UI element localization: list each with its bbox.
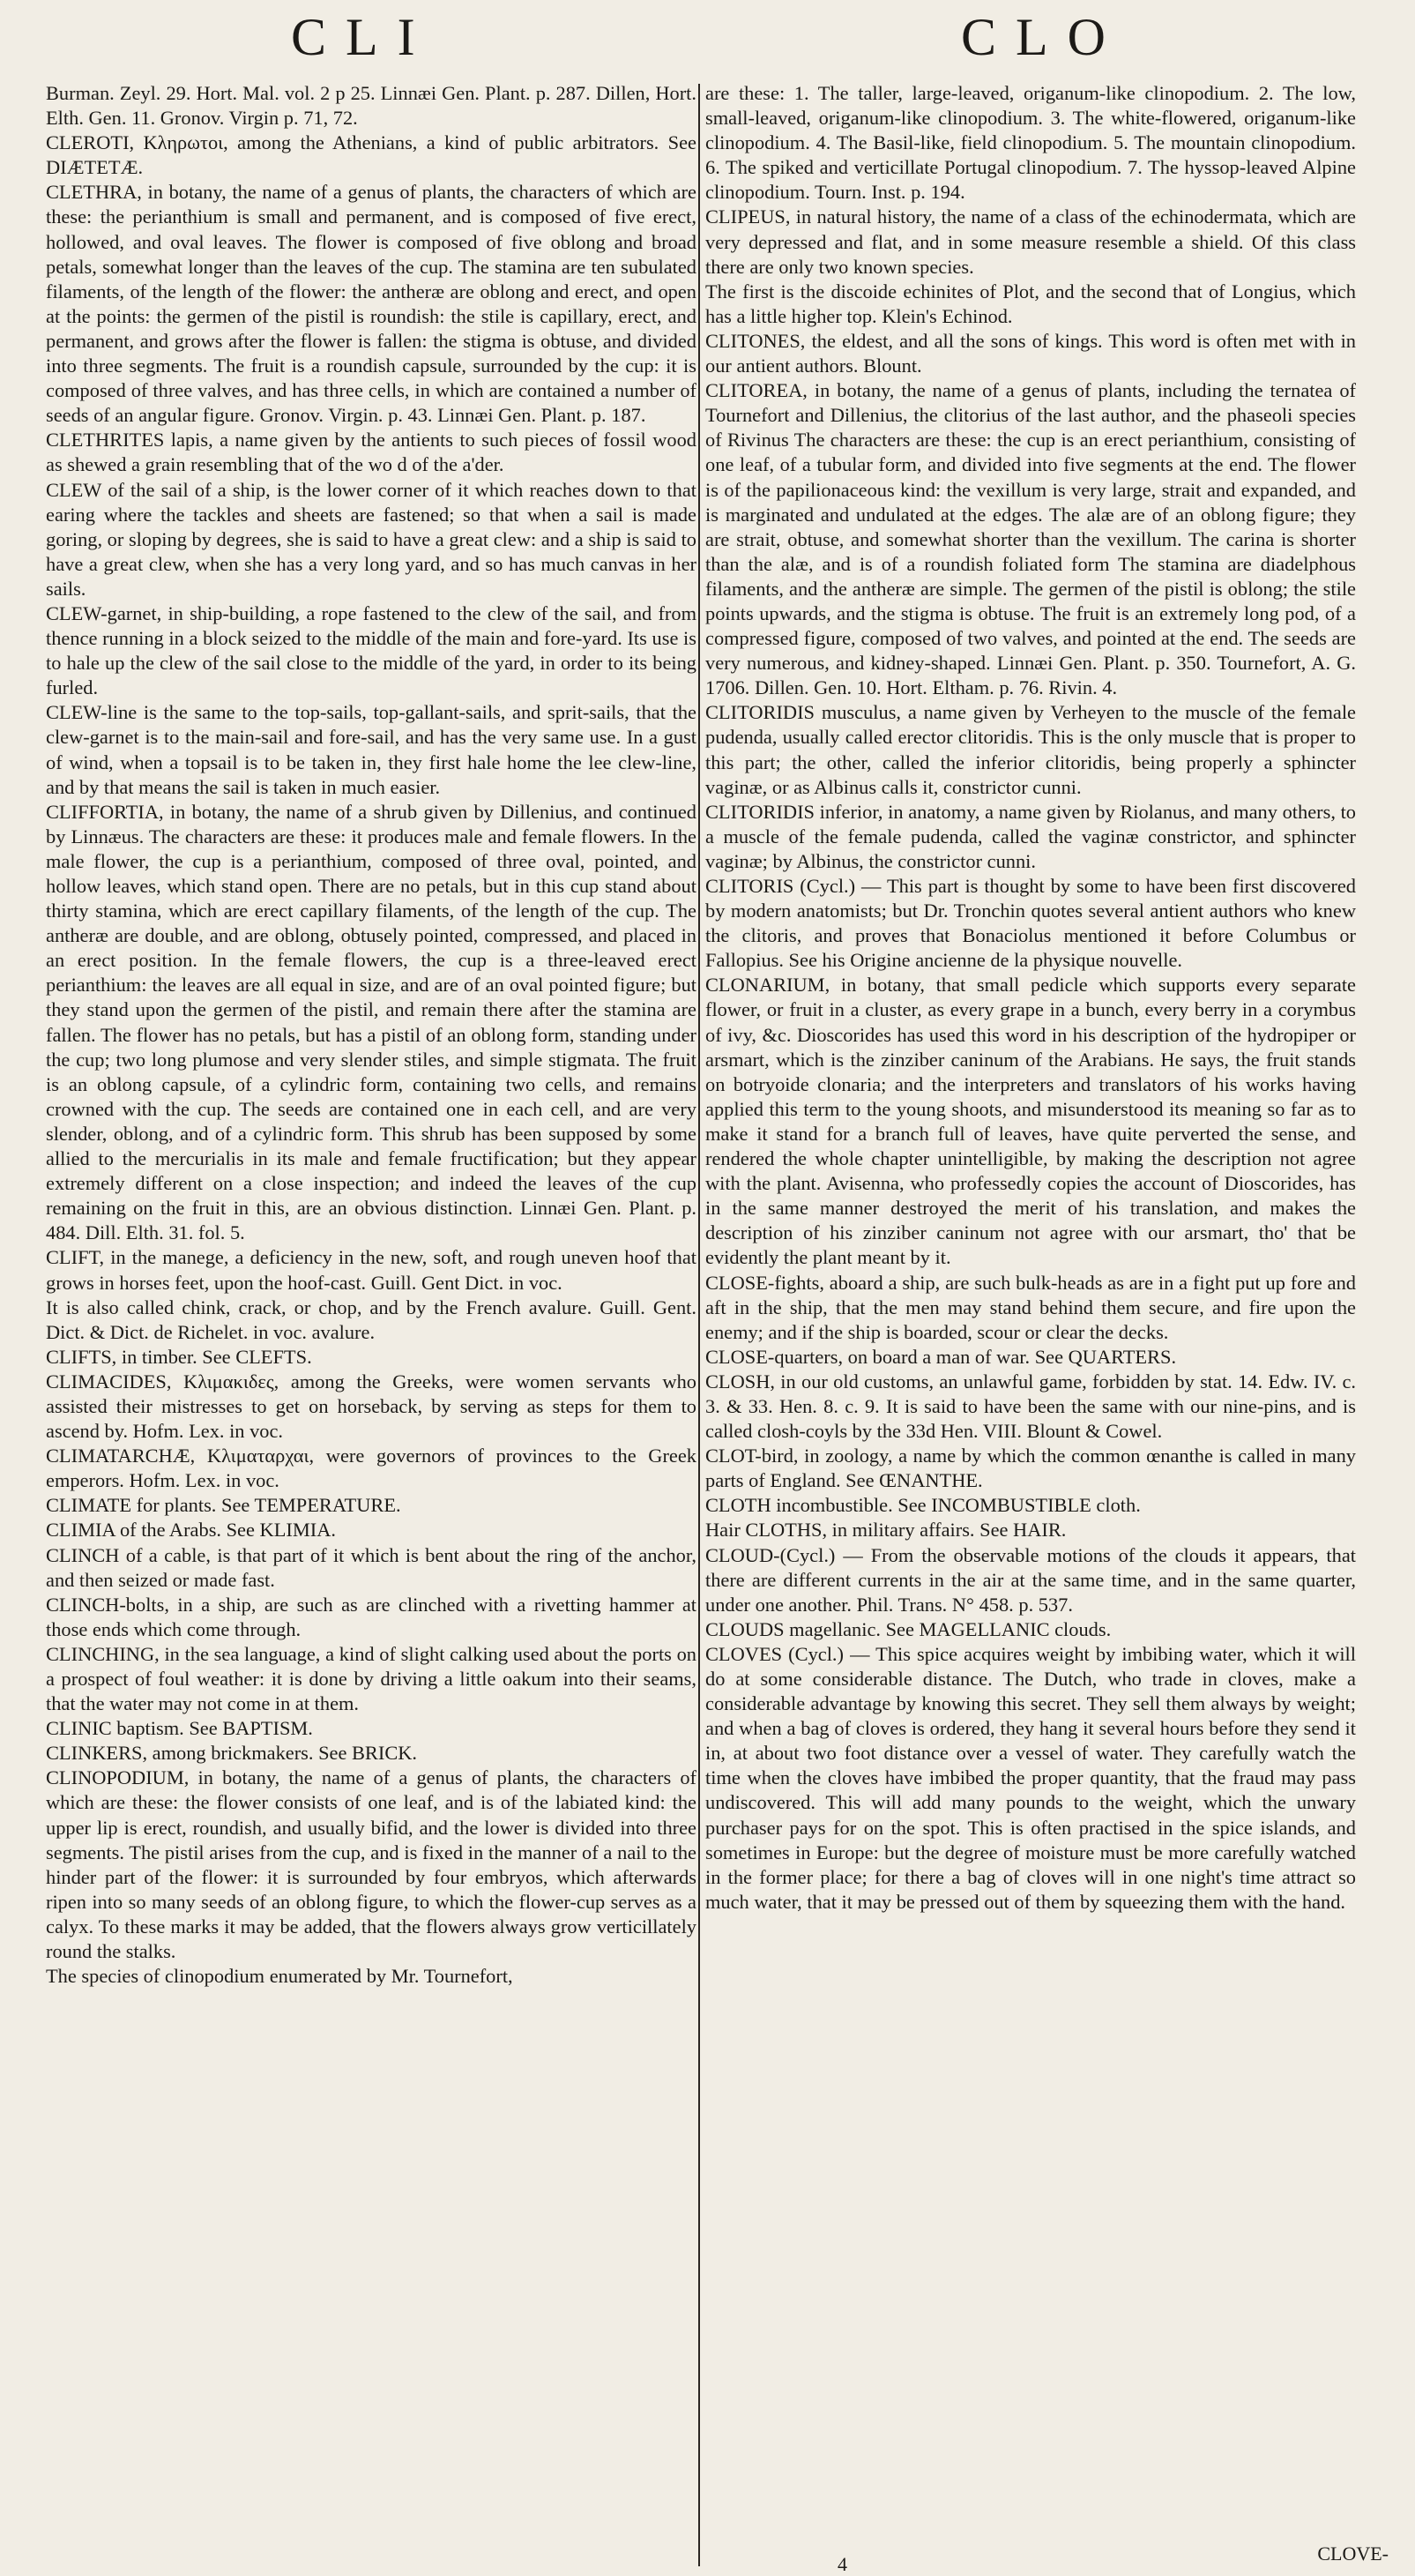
entry-close-quarters: CLOSE-quarters, on board a man of war. See QUARTERS. [705,1345,1177,1368]
entry-climate: CLIMATE for plants. See TEMPERATURE. [46,1494,401,1517]
entry-clitones: CLITONES, the eldest, and all the sons of kings. This word is often met with in our antient authors. Blount. [705,329,1356,377]
folio-number: 4 [838,2553,847,2575]
entry-hair-cloths: Hair CLOTHS, in military affairs. See HAIR. [705,1519,1067,1542]
entry-clinch: CLINCH of a cable, is that part of it which is bent about the ring of the anchor, and then seized or made fast. [46,1543,696,1591]
entry-clitoridis-inferior: CLITORIDIS inferior, in anatomy, a name given by Riolanus, and many others, to a muscle of the female pudenda, called the vaginæ constrictor, and sphincter vaginæ; by Albinus, the constrictor cunni. [705,800,1356,872]
entry-close-fights: CLOSE-fights, aboard a ship, are such bulk-heads as are in a fight put up fore and aft in the ship, that the men may stand behind them secure, and fire upon the enemy; and if the ship is boarded, scour or clear the decks. [705,1271,1356,1343]
entry-clinch-bolts: CLINCH-bolts, in a ship, are such as are clinched with a rivetting hammer at those ends which come through. [46,1593,696,1640]
entry-clew: CLEW of the sail of a ship, is the lower corner of it which reaches down to that earing where the tackles and sheets are fastened; so that when a sail is made goring, or sloping by degrees, she is said to have a great clew: and a ship is said to have a great clew, when she has a very long yard, and so has much canvas in her sails. [46,478,696,600]
entry-clew-line: CLEW-line is the same to the top-sails, top-gallant-sails, and sprit-sails, that the clew-garnet is to the main-sail and fore-sail, and has the very same use. In a gust of wind, when a topsail is to be taken in, they first hale home the lee clew-line, and by that means the sail is taken in much easier. [46,701,696,798]
entry-clinkers: CLINKERS, among brickmakers. See BRICK. [46,1742,418,1765]
entry-clitorea: CLITOREA, in botany, the name of a genus of plants, including the ternatea of Tournefort and Dillenius, the clitorius of the last author, and the phaseoli species of Rivinus The characters are these: the cup is an erect perianthium, consisting of one leaf, of a tubular form, and divided into five segments at the end. The flower is of the papilionaceous kind: the vexillum is very large, strait and expanded, and is marginated and undulated at the edges. The alæ are of an oblong figure; they are strait, obtuse, and somewhat shorter than the vexillum. The carina is shorter than the alæ, and is of a roundish foliated form The stamina are diadelphous filaments, and the antheræ are simple. The germen of the pistil is oblong; the stile points upwards, and the stigma is obtuse. The fruit is an extremely long pod, of a compressed figure, composed of two valves, and pointed at the end. The seeds are very numerous, and kidney-shaped. Linnæi Gen. Plant. p. 350. Tournefort, A. G. 1706. Dillen. Gen. 10. Hort. Eltham. p. 76. Rivin. 4. [705,379,1356,699]
entry-clifts: CLIFTS, in timber. See CLEFTS. [46,1345,312,1368]
entry-clift: CLIFT, in the manege, a deficiency in the new, soft, and rough uneven hoof that grows in horses feet, upon the hoof-cast. Guill. Gent Dict. in voc. [46,1246,696,1294]
running-head-right: CLO [961,8,1125,66]
entry-clinching: CLINCHING, in the sea language, a kind of slight calking used about the ports on a prospect of foul weather: it is done by driving a little oakum into their seams, that the water may not come in at them. [46,1642,696,1715]
entry-cliffortia: CLIFFORTIA, in botany, the name of a shrub given by Dillenius, and continued by Linnæus. The characters are these: it produces male and female flowers. In the male flower, the cup is a perianthium, composed of three oval, pointed, and hollow leaves, which stand open. There are no petals, but in this cup stand about thirty stamina, which are erect capillary filaments, of the length of the cup. The antheræ are double, and are oblong, obtusely pointed, compressed, and placed in an erect position. In the female flowers, the cup is a three-leaved erect perianthium: the leaves are all equal in size, and are of an oval pointed figure; but they stand upon the germen of the pistil, and remain there after the stamina are fallen. The flower has no petals, but has a pistil of an oblong form, standing under the cup; two long plumose and very slender stiles, and simple stigmata. The fruit is an oblong capsule, of a cylindric form, containing two cells, and remains crowned with the cup. The seeds are contained one in each cell, and are very slender, oblong, and of a cylindric form. This shrub has been supposed by some allied to the mercurialis in its male and female fructification; but they appear extremely different on a close inspection; and indeed the leaves of the cup remaining on the fruit in this, are an obvious distinction. Linnæi Gen. Plant. p. 484. Dill. Elth. 31. fol. 5. [46,800,696,1244]
entry-climia: CLIMIA of the Arabs. See KLIMIA. [46,1519,336,1542]
entry-clinopodium-continued: The species of clinopodium enumerated by Mr. Tournefort, [46,1965,513,1988]
entry-clinopodium-species: are these: 1. The taller, large-leaved, origanum-like clinopodium. 2. The low, small-leaved, origanum-like clinopodium. 3. The white-flowered, origanum-like clinopodium. 4. The Basil-like, field clinopodium. 5. The mountain clinopodium. 6. The spiked and verticillate Portugal clinopodium. 7. The hyssop-leaved Alpine clinopodium. Tourn. Inst. p. 194. [705,82,1356,204]
entry-clitoris: CLITORIS (Cycl.) — This part is thought by some to have been first discovered by modern anatomists; but Dr. Tronchin quotes several antient authors who knew the clitoris, and proves that Bonaciolus mentioned it before Columbus or Fallopius. See his Origine ancienne de la physique nouvelle. [705,875,1356,972]
entry-continuation: Burman. Zeyl. 29. Hort. Mal. vol. 2 p 25. Linnæi Gen. Plant. p. 287. Dillen, Hort. Elth. Gen. 11. Gronov. Virgin p. 71, 72. [46,82,696,130]
entry-clonarium: CLONARIUM, in botany, that small pedicle which supports every separate flower, or fruit in a cluster, as every grape in a bunch, every berry in a corymbus of ivy, &c. Dioscorides has used this word in his description of the hydropiper or arsmart, which is the zinziber caninum of the Arabians. He says, the fruit stands on botryoide clonaria; and the interpreters and translators of his works having applied this term to the young shoots, and misunderstood its meaning so far as to make it stand for a branch full of leaves, have quite perverted the sense, and rendered the whole chapter unintelligible, by making the description not agree with the plant. Avisenna, who professedly copies the account of Dioscorides, has in the same manner destroyed the merit of his translation, and makes the description of his zinziber caninum not agree with our arsmart, tho' that be evidently the plant meant by it. [705,974,1356,1269]
entry-cleroti: CLEROTI, Κληρωτοι, among the Athenians, a kind of public arbitrators. See DIÆTETÆ. [46,131,696,179]
entry-climacides: CLIMACIDES, Κλιμακιδες, among the Greeks, were women servants who assisted their mistresses to get on horseback, by serving as steps for them to ascend by. Hofm. Lex. in voc. [46,1370,696,1443]
entry-clift-continued: It is also called chink, crack, or chop, and by the French avalure. Guill. Gent. Dict. & Dict. de Richelet. in voc. avalure. [46,1295,696,1343]
right-column [705,81,1356,1915]
catchword: CLOVE- [1317,2542,1389,2565]
entry-clipeus-continued: The first is the discoide echinites of Plot, and the second that of Longius, which has a little higher top. Klein's Echinod. [705,280,1356,327]
entry-cloud: CLOUD-(Cycl.) — From the observable motions of the clouds it appears, that there are different currents in the air at the same time, and in the same quarter, under one another. Phil. Trans. N° 458. p. 537. [705,1543,1356,1616]
entry-cloth: CLOTH incombustible. See INCOMBUSTIBLE cloth. [705,1494,1141,1517]
entry-clinic: CLINIC baptism. See BAPTISM. [46,1717,313,1740]
entry-clipeus: CLIPEUS, in natural history, the name of a class of the echinodermata, which are very depressed and flat, and in some measure resemble a shield. Of this class there are only two known species. [705,205,1356,278]
entry-clethra: CLETHRA, in botany, the name of a genus of plants, the characters of which are these: the perianthium is small and permanent, and is composed of five erect, hollowed, and oval leaves. The flower is composed of five oblong and broad petals, somewhat longer than the leaves of the cup. The stamina are ten subulated filaments, of the length of the flower: the antheræ are oblong and erect, and open at the points: the germen of the pistil is roundish: the stile is capillary, erect, and permanent, and grows after the flower is fallen: the stigma is obtuse, and divided into three segments. The fruit is a roundish capsule, surrounded by the cup: it is composed of three valves, and has three cells, in which are contained a number of seeds of an angular figure. Gronov. Virgin. p. 43. Linnæi Gen. Plant. p. 187. [46,181,696,427]
entry-clitoridis-musculus: CLITORIDIS musculus, a name given by Verheyen to the muscle of the female pudenda, usually called erector clitoridis. This is the only muscle that is proper to this part; the other, called the inferior clitoridis, being properly a sphincter vaginæ, or as Albinus calls it, constrictor cunni. [705,701,1356,798]
entry-cloves: CLOVES (Cycl.) — This spice acquires weight by imbibing water, which it will do at some considerable distance. The Dutch, who trade in cloves, make a considerable advantage by knowing this secret. They sell them always by weight; and when a bag of cloves is ordered, they hang it several hours before they send it in, at about two foot distance over a vessel of water. They carefully watch the time when the cloves have imbibed the proper quantity, that the fraud may pass undiscovered. This will add many pounds to the weight, which the unwary purchaser pays for on the spot. This is often practised in the spice islands, and sometimes in Europe: but the degree of moisture must be more carefully watched in the former place; for there a bag of cloves will in one night's time attract so much water, that it may be pressed out of them by squeezing them with the hand. [705,1642,1356,1913]
entry-closh: CLOSH, in our old customs, an unlawful game, forbidden by stat. 14. Edw. IV. c. 3. & 33. Hen. 8. c. 9. It is said to have been the same with our nine-pins, and is called closh-coyls by the 33d Hen. VIII. Blount & Cowel. [705,1370,1356,1443]
column-rule [698,84,700,2566]
left-column [46,81,696,1989]
entry-climatarchae: CLIMATARCHÆ, Κλιματαρχαι, were governors of provinces to the Greek emperors. Hofm. Lex. in voc. [46,1445,696,1492]
running-head-left: CLI [291,8,435,66]
entry-clew-garnet: CLEW-garnet, in ship-building, a rope fastened to the clew of the sail, and from thence running in a block seized to the middle of the main and fore-yard. Its use is to hale up the clew of the sail close to the middle of the yard, in order to its being furled. [46,601,696,699]
entry-clethrites: CLETHRITES lapis, a name given by the antients to such pieces of fossil wood as shewed a grain resembling that of the wo d of the a'der. [46,429,696,476]
entry-clouds-magellanic: CLOUDS magellanic. See MAGELLANIC clouds. [705,1617,1112,1640]
entry-clot-bird: CLOT-bird, in zoology, a name by which the common œnanthe is called in many parts of England. See ŒNANTHE. [705,1445,1356,1492]
entry-clinopodium: CLINOPODIUM, in botany, the name of a genus of plants, the characters of which are these: the flower consists of one leaf, and is of the labiated kind: the upper lip is erect, roundish, and usually bifid, and the lower is divided into three segments. The pistil arises from the cup, and is fixed in the manner of a nail to the hinder part of the flower: it is surrounded by four embryos, which afterwards ripen into so many seeds of an oblong figure, to which the flower-cup serves as a calyx. To these marks it may be added, that the flowers always grow verticillately round the stalks. [46,1766,696,1963]
